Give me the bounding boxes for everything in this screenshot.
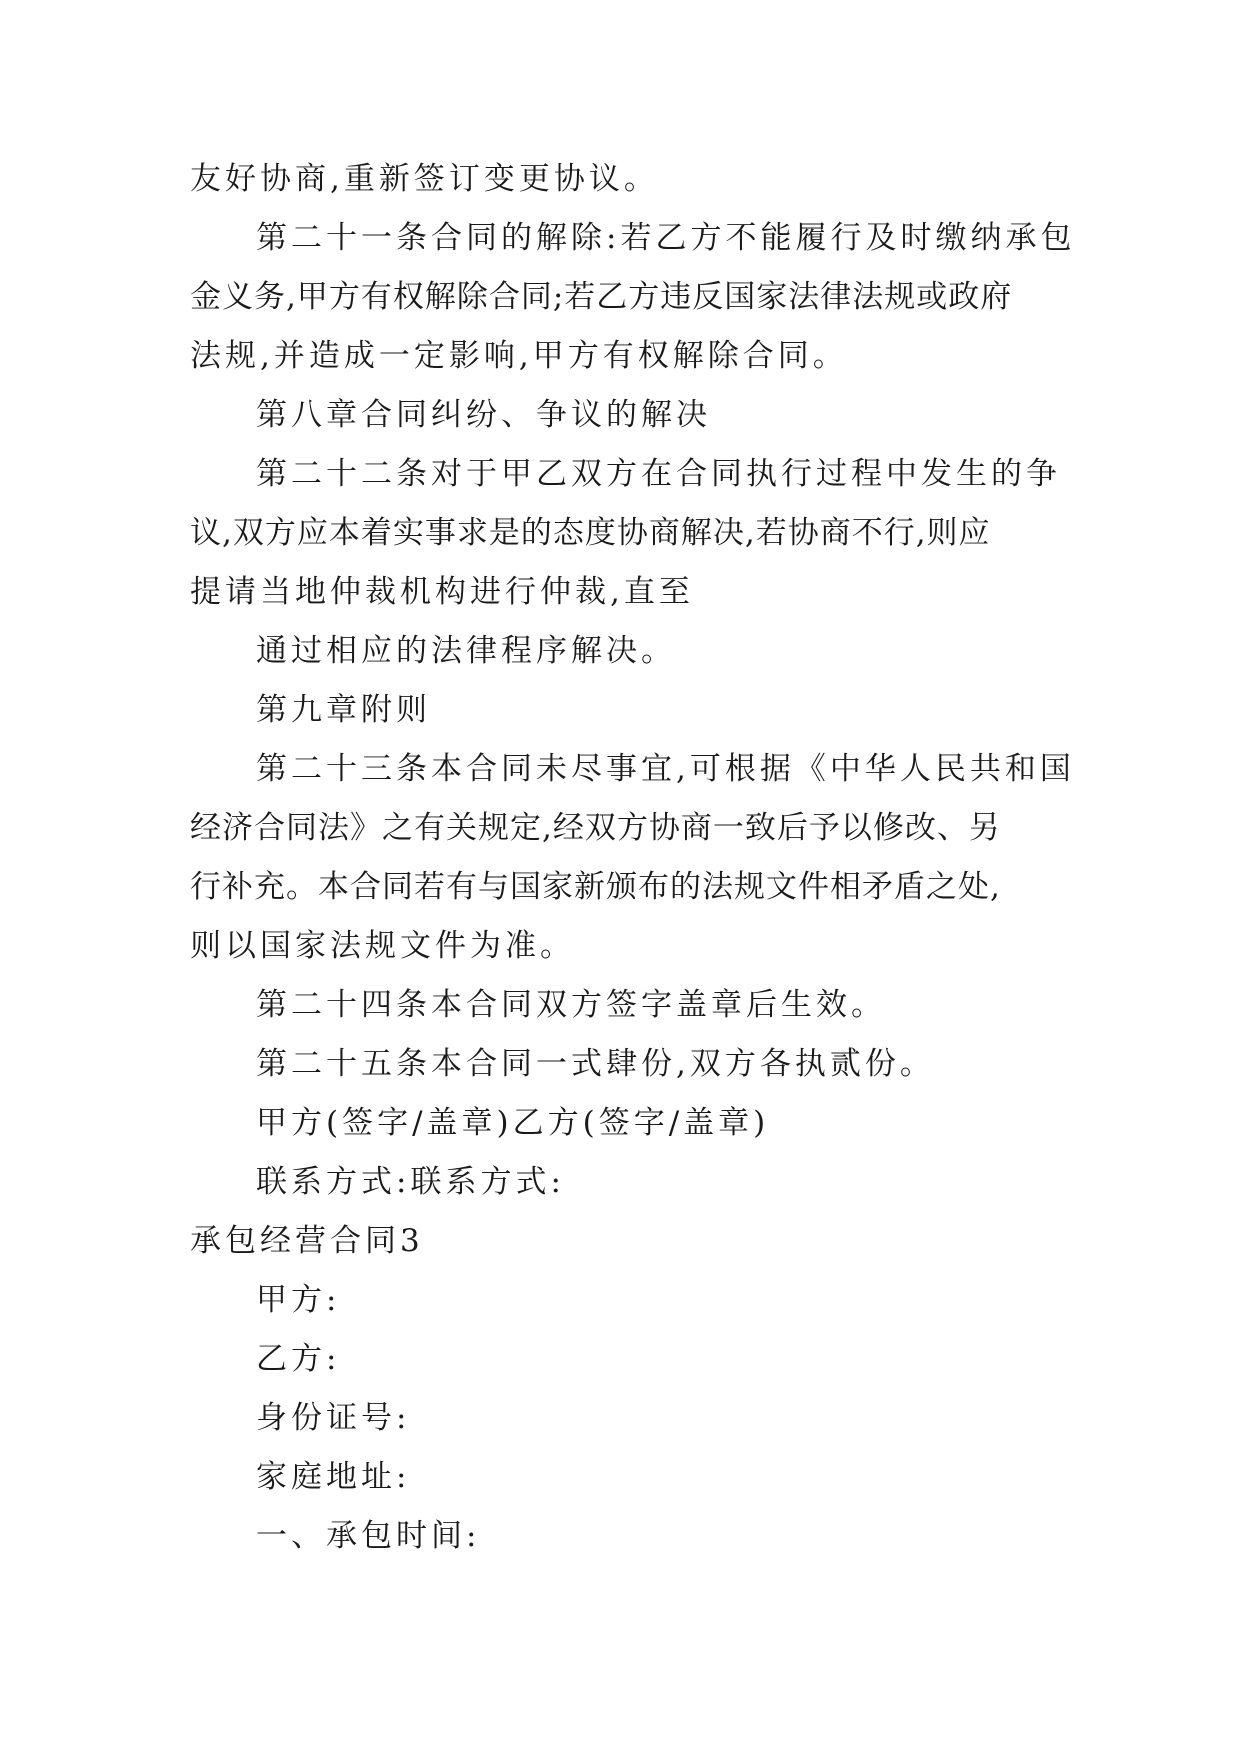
contract-term-heading: 一、承包时间: — [256, 1518, 481, 1554]
article-22-line-2: 议,双方应本着实事求是的态度协商解决,若协商不行,则应 — [190, 515, 991, 551]
article-22-line-1: 第二十二条对于甲乙双方在合同执行过程中发生的争 — [256, 456, 1061, 492]
party-a-field: 甲方: — [256, 1282, 341, 1318]
signature-line: 甲方(签字/盖章)乙方(签字/盖章) — [256, 1105, 770, 1141]
chapter-9-heading: 第九章附则 — [256, 692, 431, 728]
article-21-line-1: 第二十一条合同的解除:若乙方不能履行及时缴纳承包 — [256, 220, 1076, 256]
party-b-field: 乙方: — [256, 1341, 341, 1377]
article-22-line-4: 通过相应的法律程序解决。 — [256, 633, 676, 669]
article-22-line-3: 提请当地仲裁机构进行仲裁,直至 — [190, 574, 694, 610]
article-23-line-1: 第二十三条本合同未尽事宜,可根据《中华人民共和国 — [256, 751, 1075, 787]
article-21-line-2: 金义务,甲方有权解除合同;若乙方违反国家法律法规或政府 — [190, 279, 1013, 315]
article-24: 第二十四条本合同双方签字盖章后生效。 — [256, 987, 886, 1023]
article-23-line-3: 行补充。本合同若有与国家新颁布的法规文件相矛盾之处, — [190, 869, 1001, 905]
article-21-line-3: 法规,并造成一定影响,甲方有权解除合同。 — [190, 338, 848, 374]
contact-line: 联系方式:联系方式: — [256, 1164, 565, 1200]
article-25: 第二十五条本合同一式肆份,双方各执贰份。 — [256, 1046, 935, 1082]
chapter-8-heading: 第八章合同纠纷、争议的解决 — [256, 397, 711, 433]
paragraph-line: 友好协商,重新签订变更协议。 — [190, 161, 659, 197]
contract-3-title: 承包经营合同3 — [190, 1223, 424, 1259]
id-number-field: 身份证号: — [256, 1400, 411, 1436]
article-23-line-2: 经济合同法》之有关规定,经双方协商一致后予以修改、另 — [190, 810, 1001, 846]
home-address-field: 家庭地址: — [256, 1459, 411, 1495]
article-23-line-4: 则以国家法规文件为准。 — [190, 928, 575, 964]
